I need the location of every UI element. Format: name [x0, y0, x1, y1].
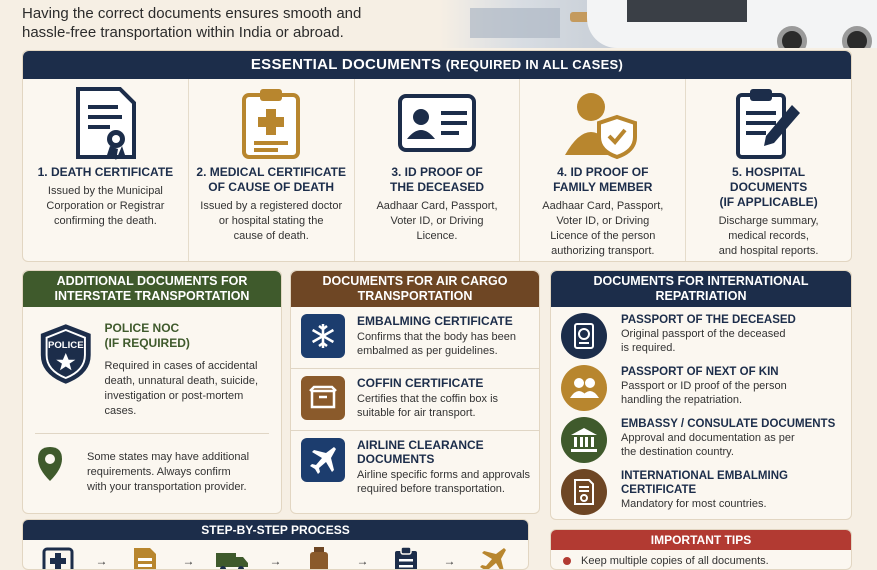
location-pin-icon	[37, 446, 63, 482]
essential-item-desc: Voter ID, or Driving	[390, 215, 484, 227]
essential-item-id-deceased	[355, 79, 521, 261]
intl-item-desc: Approval and documentation as per	[621, 432, 795, 444]
ac-item-desc: Confirms that the body has been	[357, 331, 516, 343]
ac-item-title: AIRLINE CLEARANCE	[357, 438, 484, 452]
step-arrow: →	[443, 554, 456, 568]
international-title: REPATRIATION	[655, 289, 747, 303]
essential-item-medical-certificate	[189, 79, 355, 261]
clipboard-pen-icon	[734, 85, 804, 161]
step-arrow: →	[182, 554, 195, 568]
embalming-certificate-item	[291, 307, 539, 369]
certificate-icon	[561, 469, 607, 515]
essential-item-desc: Voter ID, or Driving	[556, 215, 650, 227]
intl-embalming-item	[551, 463, 851, 515]
airline-clearance-item	[291, 431, 539, 493]
noc-desc: Required in cases of accidental	[104, 360, 258, 372]
essential-documents-panel	[22, 50, 852, 262]
intl-item-title: PASSPORT OF NEXT OF KIN	[621, 366, 779, 378]
essential-title: ESSENTIAL DOCUMENTS	[250, 56, 442, 73]
essential-item-death-certificate	[23, 79, 189, 261]
intl-item-title: PASSPORT OF THE DECEASED	[621, 314, 796, 326]
essential-item-title: (IF APPLICABLE)	[719, 195, 818, 209]
essential-item-title: 1. DEATH CERTIFICATE	[37, 165, 174, 179]
essential-item-desc: Corporation or Registrar	[46, 200, 165, 212]
people-icon	[561, 365, 607, 411]
interstate-title: ADDITIONAL DOCUMENTS FOR	[56, 274, 248, 288]
ac-item-desc: required before transportation.	[357, 483, 505, 495]
essential-item-desc: Issued by the Municipal	[47, 185, 163, 197]
interstate-header	[23, 271, 281, 307]
embassy-documents-item	[551, 411, 851, 463]
air-cargo-title: TRANSPORTATION	[357, 289, 473, 303]
intl-item-desc: is required.	[621, 342, 676, 354]
step-arrow: →	[356, 554, 369, 568]
essential-item-desc: confirming the death.	[54, 215, 157, 227]
essential-item-desc: authorizing transport.	[551, 245, 655, 257]
intl-item-desc: Original passport of the deceased	[621, 328, 786, 340]
interstate-note	[23, 434, 281, 495]
essential-item-id-family	[520, 79, 686, 261]
airplane-icon	[476, 544, 510, 570]
essential-item-desc: and hospital reports.	[718, 245, 819, 257]
essential-item-title: 2. MEDICAL CERTIFICATE	[196, 165, 346, 179]
note-text: Some states may have additional	[87, 451, 250, 463]
interstate-title: INTERSTATE TRANSPORTATION	[54, 289, 250, 303]
intl-item-desc: the destination country.	[621, 446, 734, 458]
ac-item-title: COFFIN CERTIFICATE	[357, 376, 484, 390]
steps-header: STEP-BY-STEP PROCESS	[23, 520, 528, 540]
essential-item-desc: or hospital stating the	[218, 215, 324, 227]
ac-item-title: DOCUMENTS	[357, 452, 435, 466]
intl-item-desc: Passport or ID proof of the person	[621, 380, 787, 392]
essential-item-title: 3. ID PROOF OF	[391, 165, 483, 179]
air-cargo-documents-panel	[290, 270, 540, 514]
document-icon	[128, 544, 162, 570]
coffin-certificate-item	[291, 369, 539, 431]
intro-text	[22, 4, 442, 42]
ac-item-desc: Airline specific forms and approvals	[357, 469, 531, 481]
hero-image	[440, 0, 877, 48]
airplane-icon	[301, 438, 345, 482]
intl-item-title: CERTIFICATE	[621, 484, 697, 496]
essential-item-desc: Discharge summary,	[718, 215, 819, 227]
intro-line-1: Having the correct documents ensures smooth and	[22, 5, 362, 22]
essential-item-title: 4. ID PROOF OF	[557, 165, 649, 179]
tip-text: Keep multiple copies of all documents.	[581, 555, 769, 567]
essential-item-desc: Aadhaar Card, Passport,	[376, 200, 498, 212]
essential-item-desc: medical records,	[728, 230, 809, 242]
intl-item-desc: handling the repatriation.	[621, 394, 743, 406]
passport-next-of-kin-item	[551, 359, 851, 411]
ac-item-desc: Certifies that the coffin box is	[357, 393, 499, 405]
essential-documents-header	[23, 51, 851, 79]
intl-item-desc: Mandatory for most countries.	[621, 498, 767, 510]
essential-item-title: THE DECEASED	[389, 180, 484, 194]
building-graphic	[470, 8, 560, 38]
ac-item-desc: embalmed as per guidelines.	[357, 345, 498, 357]
essential-item-desc: Licence.	[416, 230, 458, 242]
police-noc-item	[23, 307, 281, 419]
police-badge-icon	[37, 321, 95, 387]
tips-header: IMPORTANT TIPS	[551, 530, 851, 550]
clipboard-icon	[389, 544, 423, 570]
essential-item-desc: Licence of the person	[550, 230, 656, 242]
noc-subtitle: (IF REQUIRED)	[104, 336, 190, 350]
essential-item-title: FAMILY MEMBER	[553, 180, 653, 194]
van-icon	[215, 544, 249, 570]
snowflake-icon	[301, 314, 345, 358]
person-shield-icon	[563, 87, 643, 159]
passport-icon	[561, 313, 607, 359]
bottle-icon	[302, 544, 336, 570]
step-arrow: →	[269, 554, 282, 568]
essential-item-desc: Aadhaar Card, Passport,	[542, 200, 664, 212]
interstate-documents-panel	[22, 270, 282, 514]
noc-desc: investigation or post-mortem cases.	[104, 390, 244, 417]
ambulance-van-graphic	[587, 0, 877, 48]
intl-item-title: EMBASSY / CONSULATE DOCUMENTS	[621, 418, 836, 430]
ac-item-desc: suitable for air transport.	[357, 407, 476, 419]
medical-clipboard-icon	[240, 85, 302, 161]
step-by-step-panel	[22, 519, 529, 570]
noc-title: POLICE NOC	[104, 321, 180, 335]
international-title: DOCUMENTS FOR INTERNATIONAL	[593, 274, 809, 288]
coffin-box-icon	[301, 376, 345, 420]
passport-deceased-item	[551, 307, 851, 359]
medical-cross-icon	[41, 544, 75, 570]
bullet-icon	[563, 557, 571, 565]
important-tips-panel	[550, 529, 852, 570]
essential-subtitle: (REQUIRED IN ALL CASES)	[445, 57, 624, 72]
intro-line-2: hassle-free transportation within India or abroad.	[22, 24, 344, 41]
ac-item-title: EMBALMING CERTIFICATE	[357, 314, 513, 328]
essential-item-desc: cause of death.	[233, 230, 309, 242]
note-text: with your transportation provider.	[87, 481, 247, 493]
international-documents-panel	[550, 270, 852, 520]
step-arrow: →	[95, 554, 108, 568]
essential-item-title: OF CAUSE OF DEATH	[208, 180, 335, 194]
international-header	[551, 271, 851, 307]
certificate-icon	[70, 85, 140, 161]
essential-item-title: 5. HOSPITAL DOCUMENTS	[729, 165, 808, 194]
id-card-icon	[397, 93, 477, 153]
police-badge-text: POLICE	[47, 340, 84, 352]
tip-item	[551, 550, 851, 570]
noc-desc: death, unnatural death, suicide,	[104, 375, 259, 387]
embassy-icon	[561, 417, 607, 463]
essential-item-hospital-documents	[686, 79, 851, 261]
note-text: requirements. Always confirm	[87, 466, 231, 478]
air-cargo-header	[291, 271, 539, 307]
intl-item-title: INTERNATIONAL EMBALMING	[621, 470, 788, 482]
essential-item-desc: Issued by a registered doctor	[200, 200, 343, 212]
air-cargo-title: DOCUMENTS FOR AIR CARGO	[322, 274, 508, 288]
